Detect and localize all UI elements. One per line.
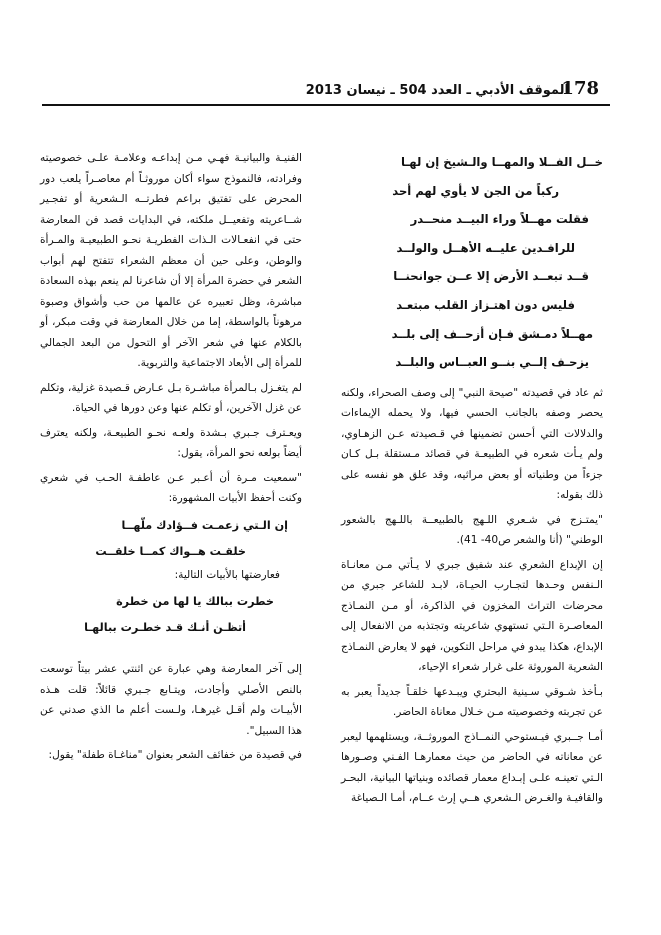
quote-paragraph: "يمتـزج في شـعري اللـهج بالطبيعــة باللـهج بالشعور الوطني" (أنا والشعر ص40- 41). (341, 513, 603, 547)
paragraph: الفنيـة والبيانيـة فهـي مـن إبداعـه وعلامـة علـى خصوصيته وفرادته، فالنموذج سواء أكان موروثـاً أم معاصـراً يلعب دور المحرض على تفتيق براعم فطرتــه الـشعرية أو تفجـير شــاعريته وتفعيــل ملكته، في البدايات قصد فن المعارضة حتى في انفعـالات الـذات الفطريـة نحـو الطبيعيـة والمـرأة والوطن، وعلى حين أن معظم الشعراء تتفتح لهم أبواب الشعر في حضرة المرأة إلا أن شاعرنا لم ينعم بهذه السعادة مباشرة، وظل تعبيره عن عالمها من حب وأشواق وصبوة مرهوناً بالواسطة، إما من خلال المعارضة في وقت مبكر، أو بالكلام عنها في شعر الآخر أو التحول من البعد الجمالي للمرأة إلى الأبعاد الاجتماعية والتربوية. (40, 152, 302, 369)
verse-line: فقلت مهــلاً وراء البيــد منحــدر (410, 212, 589, 227)
paragraph: إلى آخر المعارضة وهي عبارة عن اثنتي عشر بيتاً توسعت بالنص الأصلي وأجادت، ويتـابع جـبري قائلاً: قلت هـذه الأبيـات ولم أقـل غيرهـا، ولـست أعلم ما الذي صدني عن هذا السبيل". (40, 663, 302, 737)
quoted-poem (40, 513, 302, 565)
left-column (40, 148, 302, 770)
right-column (341, 148, 603, 813)
verse-line: إن الـتي زعمـت فــؤادك ملّهــا (121, 518, 288, 532)
interlude-text: فعارضتها بالأبيات التالية: (174, 568, 280, 581)
header-rule (42, 104, 610, 106)
opening-poem (341, 148, 603, 377)
verse-line: خطرت ببالك يا لها من خطرة (116, 595, 274, 608)
verse-line: أتظـن أنـك قـد خطـرت ببالهـا (84, 621, 246, 634)
paragraph: أمـا جــبري فيـستوحي النمــاذج الموروثــة، ويستلهمها ليعبر عن معاناته في الحاضر من حيث معمارهـا الفـني وصـورها الـتي تعينـه علـى إبـداع معمار قصائده وبنياتها البيانية، البحـر والقافيـة والغـرض الـشعري هــي إرث عــام، أمـا الـصياغة (341, 730, 603, 805)
verse-line: خــل الفــلا والمهــا والـشيخ إن لهـا (400, 155, 603, 169)
paragraph: في قصيدة من خفائف الشعر بعنوان "مناغـاة طفلة" يقول: (48, 749, 302, 761)
paragraph: بـأخذ شـوقي سـينية البحتري ويبـدعها خلقـاً جديداً يعبر به عن تجربته وخصوصيته مـن خـلال معاناة الحاضر. (341, 685, 603, 719)
verse-line: خلقـت هــواك كمــا خلقــت (95, 544, 246, 558)
page-header (305, 78, 605, 104)
running-title: الموقف الأدبي ـ العدد 504 ـ نيسان 2013 (305, 83, 569, 98)
paragraph: إن الإبداع الشعري عند شفيق جبري لا يـأتي مـن معانـاة الـنفس وحـدها لتجـارب الحيـاة، لابـد للشاعر جبري من محرضات التراث المخزون في الذاكرة، أو مـن النمـاذج المعاصـرة الـتي تستهوي شاعريته وتجتذبه من الانفعال إلى الإبداع، هكذا يبدو في مراحل التكوين، فهو لا يعارض النمـاذج الشعرية الموروثة على غرار شعراء الإحياء، (341, 558, 603, 674)
verse-line: للرافـدين عليــه الأهــل والولــد (396, 240, 575, 255)
paragraph: ثم عاد في قصيدته "صيحة النبي" إلى وصف الصحراء، ولكنه يحصر وصفه بالجانب الحسي فيها، ولا يحمله الإيماءات والدلالات التي أحسن تضمينها في قـصيدته عـن الزهـاوي، ولم يـأت شعره في الطبيعـة في قصائد مـستقلة بـل كـان جزءاً من وطنياته أو بعض مراثيه، وقد علق هو نفسه على ذلك بقوله: (341, 386, 603, 502)
paragraph: لم يتغـزل بـالمرأة مباشـرة بـل عـارض قـصيدة غزلية، وتكلم عن غزل الآخرين، أو تكلم عنها وعن دورها في الحياة. (40, 381, 302, 414)
verse-line: يزحـف إلــي بنــو العبــاس والبلــد (395, 355, 589, 370)
verse-line: فليس دون اهتـزاز القلب مبتعـد (396, 297, 575, 312)
verse-line: مهــلاً دمـشق فـإن أزحــف إلى بلــد (391, 326, 593, 341)
response-poem (40, 589, 302, 641)
page-number: 178 (561, 78, 599, 99)
verse-line: قــد تبعــد الأرض إلا عــن جوانحنــا (393, 269, 589, 284)
quote-paragraph: "سمعيت مـرة أن أعـبر عـن عاطفـة الحـب في شعري وكنت أحفظ الأبيات المشهورة: (40, 471, 302, 504)
paragraph: ويعـترف جـبري بـشدة ولعـه نحـو الطبيعـة، ولكنه يعترف أيضاً بولعه نحو المرأة، يقول: (40, 426, 302, 459)
verse-line: ركباً من الجن لا يأوي لهم أحد (392, 183, 559, 198)
